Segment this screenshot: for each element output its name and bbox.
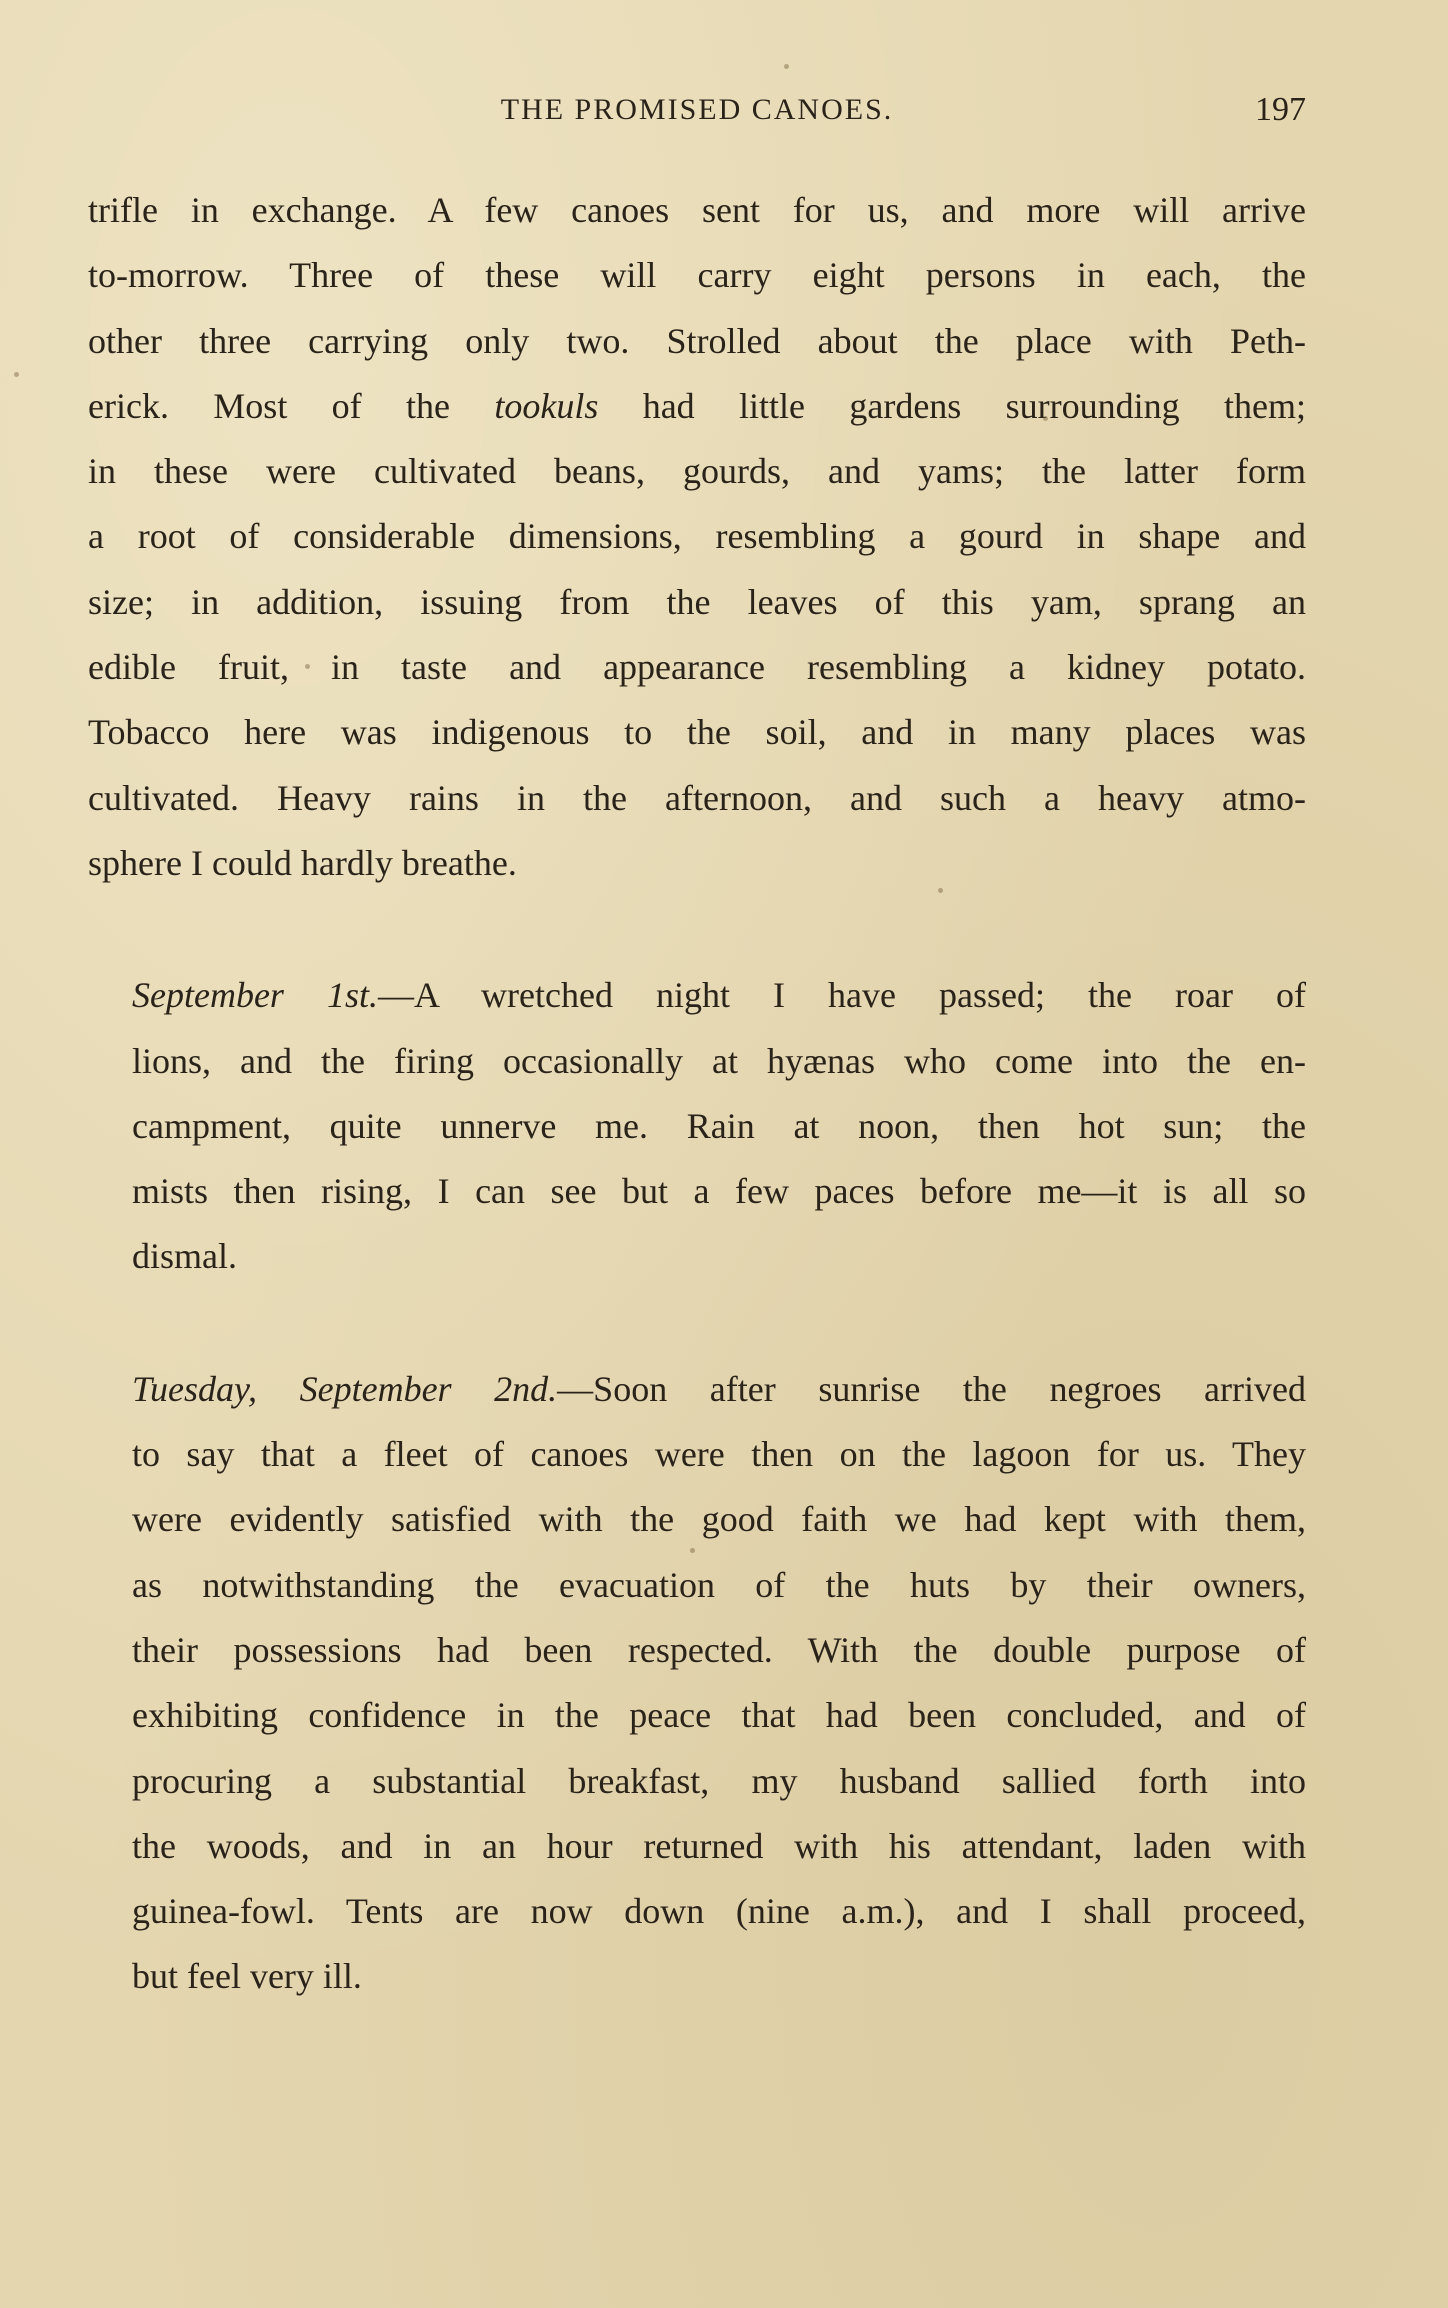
paragraph xyxy=(88,178,1306,896)
text-line: trifle in exchange. A few canoes sent for us, and more will arrive xyxy=(88,190,1306,230)
page-number: 197 xyxy=(1255,91,1306,128)
text-line: as notwithstanding the evacuation of the huts by their owners, xyxy=(132,1564,1306,1605)
italic-text: tookuls xyxy=(494,385,599,426)
text-line: sphere I could hardly breathe. xyxy=(88,842,517,883)
paper-speck xyxy=(1043,416,1048,421)
italic-text: Tuesday, September 2nd. xyxy=(132,1368,558,1409)
text-line: September 1st.—A wretched night I have passed; the roar of xyxy=(132,975,1306,1016)
running-title: THE PROMISED CANOES. xyxy=(500,93,894,126)
text-line: to-morrow. Three of these will carry eight persons in each, the xyxy=(88,255,1306,296)
text-line: a root of considerable dimensions, resembling a gourd in shape and xyxy=(88,516,1306,557)
text-line: lions, and the firing occasionally at hyænas who come into the en- xyxy=(132,1040,1306,1081)
paper-speck xyxy=(14,372,19,377)
paper-speck xyxy=(690,1548,695,1553)
text-line: mists then rising, I can see but a few paces before me—it is all so xyxy=(132,1171,1306,1212)
text-line: guinea-fowl. Tents are now down (nine a.m.), and I shall proceed, xyxy=(132,1891,1306,1932)
text-line: to say that a fleet of canoes were then on the lagoon for us. They xyxy=(132,1434,1306,1475)
text-line: edible fruit, in taste and appearance resembling a kidney potato. xyxy=(88,647,1306,688)
text-line: were evidently satisfied with the good faith we had kept with them, xyxy=(132,1499,1306,1540)
text-line: erick. Most of the tookuls had little gardens surrounding them; xyxy=(88,385,1306,426)
text-line: other three carrying only two. Strolled about the place with Peth- xyxy=(88,320,1306,361)
text-line: exhibiting confidence in the peace that had been concluded, and of xyxy=(132,1695,1306,1736)
text-line: cultivated. Heavy rains in the afternoon, and such a heavy atmo- xyxy=(88,777,1306,818)
paragraph xyxy=(88,963,1306,1289)
text-line: size; in addition, issuing from the leaves of this yam, sprang an xyxy=(88,581,1306,622)
text-line: but feel very ill. xyxy=(132,1956,362,1997)
text-line: Tuesday, September 2nd.—Soon after sunrise the negroes arrived xyxy=(132,1368,1306,1409)
text-line: the woods, and in an hour returned with his attendant, laden with xyxy=(132,1825,1306,1866)
paper-speck xyxy=(938,888,943,893)
paper-speck xyxy=(305,664,310,669)
text-line: dismal. xyxy=(132,1236,237,1277)
text-line: their possessions had been respected. With the double purpose of xyxy=(132,1629,1306,1670)
text-line: Tobacco here was indigenous to the soil, and in many places was xyxy=(88,712,1306,753)
text-line: campment, quite unnerve me. Rain at noon, then hot sun; the xyxy=(132,1105,1306,1146)
body-text xyxy=(88,178,1306,2010)
paragraph xyxy=(88,1357,1306,2010)
running-head xyxy=(88,88,1306,132)
text-line: procuring a substantial breakfast, my husband sallied forth into xyxy=(132,1760,1306,1801)
text-line: in these were cultivated beans, gourds, and yams; the latter form xyxy=(88,451,1306,492)
paper-speck xyxy=(784,64,789,69)
italic-text: September 1st. xyxy=(132,975,378,1016)
